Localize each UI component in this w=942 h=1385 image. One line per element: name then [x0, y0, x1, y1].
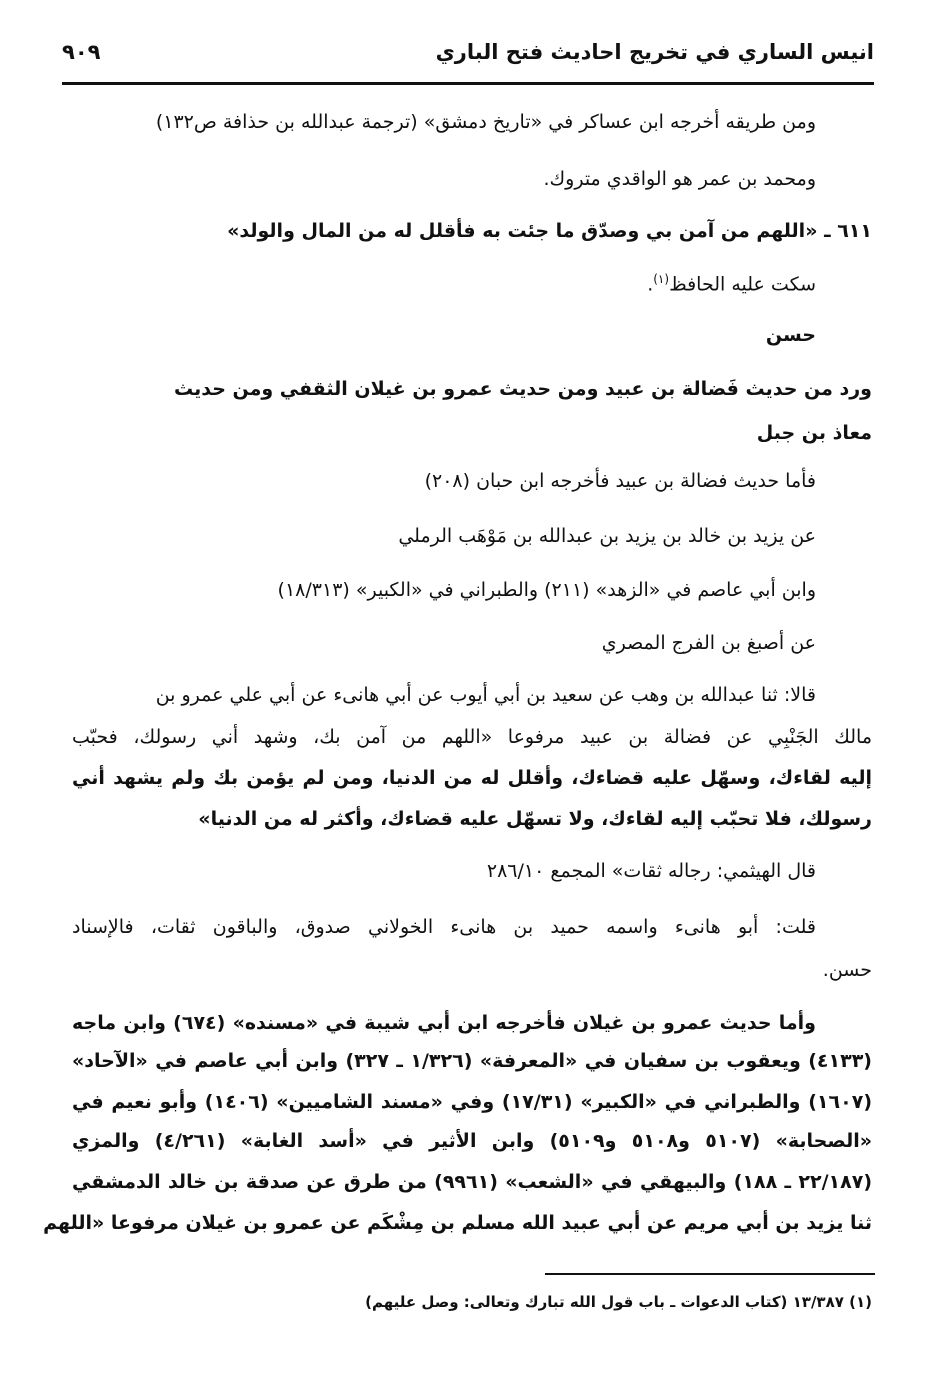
footnote-rule — [545, 1273, 875, 1275]
text-line: قالا: ثنا عبدالله بن وهب عن سعيد بن أبي أيوب عن أبي هانىء عن أبي علي عمرو بن — [155, 684, 816, 706]
text-line: سكت عليه الحافظ$^{(١)}$. — [647, 272, 816, 296]
text-line: قلت: أبو هانىء واسمه حميد بن هانىء الخولاني صدوق، والباقون ثقات، فالإسناد — [72, 916, 816, 938]
text-line: مالك الجَنْبِي عن فضالة بن عبيد مرفوعا «اللهم من آمن بك، وشهد أني رسولك، فحبّب — [72, 726, 872, 748]
text-line: إليه لقاءك، وسهّل عليه قضاءك، وأقلل له من الدنيا، ومن لم يؤمن بك ولم يشهد أني — [72, 767, 872, 789]
text-line: فأما حديث فضالة بن عبيد فأخرجه ابن حبان (٢٠٨) — [424, 470, 816, 492]
running-title: انيس الساري في تخريج احاديث فتح الباري — [435, 40, 874, 64]
text-line: ثنا يزيد بن أبي مريم عن أبي عبيد الله مسلم بن مِشْكَم عن عمرو بن غيلان مرفوعا «اللهم — [43, 1212, 872, 1234]
page-number: ٩٠٩ — [62, 40, 101, 64]
text-line: عن يزيد بن خالد بن يزيد بن عبدالله بن مَوْهَب الرملي — [398, 525, 816, 547]
text-line: ومحمد بن عمر هو الواقدي متروك. — [543, 168, 816, 190]
text-line: وابن أبي عاصم في «الزهد» (٢١١) والطبراني في «الكبير» (١٨/٣١٣) — [277, 579, 816, 601]
footnote: (١) ١٣/٣٨٧ (كتاب الدعوات ـ باب قول الله تبارك وتعالى: وصل عليهم) — [365, 1293, 872, 1311]
hadith-heading: ٦١١ ـ «اللهم من آمن بي وصدّق ما جئت به فأقلل له من المال والولد» — [227, 220, 872, 242]
text-line: رسولك، فلا تحبّب إليه لقاءك، ولا تسهّل عليه قضاءك، وأكثر له من الدنيا» — [198, 808, 872, 830]
text-line: ورد من حديث فَضالة بن عبيد ومن حديث عمرو بن غيلان الثقفي ومن حديث — [173, 378, 872, 400]
text-line: «الصحابة» (٥١٠٧ و٥١٠٨ و٥١٠٩) وابن الأثير في «أسد الغابة» (٤/٢٦١) والمزي — [72, 1130, 872, 1152]
footnote-ref: (١) — [653, 272, 670, 286]
text-line: (١٦٠٧) والطبراني في «الكبير» (١٧/٣١) وفي «مسند الشاميين» (١٤٠٦) وأبو نعيم في — [72, 1091, 872, 1113]
header-rule — [62, 82, 874, 85]
text-line: ومن طريقه أخرجه ابن عساكر في «تاريخ دمشق» (ترجمة عبدالله بن حذافة ص١٣٢) — [155, 111, 816, 133]
text-line: قال الهيثمي: رجاله ثقات» المجمع ٢٨٦/١٠ — [486, 860, 816, 882]
text-line: وأما حديث عمرو بن غيلان فأخرجه ابن أبي شيبة في «مسنده» (٦٧٤) وابن ماجه — [72, 1012, 816, 1034]
text-line: (٢٢/١٨٧ ـ ١٨٨) والبيهقي في «الشعب» (٩٩٦١) من طرق عن صدقة بن خالد الدمشقي — [72, 1171, 872, 1193]
text-line: عن أصبغ بن الفرج المصري — [601, 632, 816, 654]
grade-label: حسن — [765, 324, 816, 346]
text-line: معاذ بن جبل — [756, 422, 872, 444]
text-line: حسن. — [822, 959, 872, 981]
text-line: (٤١٣٣) ويعقوب بن سفيان في «المعرفة» (١/٣٢٦ ـ ٣٢٧) وابن أبي عاصم في «الآحاد» — [72, 1050, 872, 1072]
running-header — [62, 34, 874, 76]
